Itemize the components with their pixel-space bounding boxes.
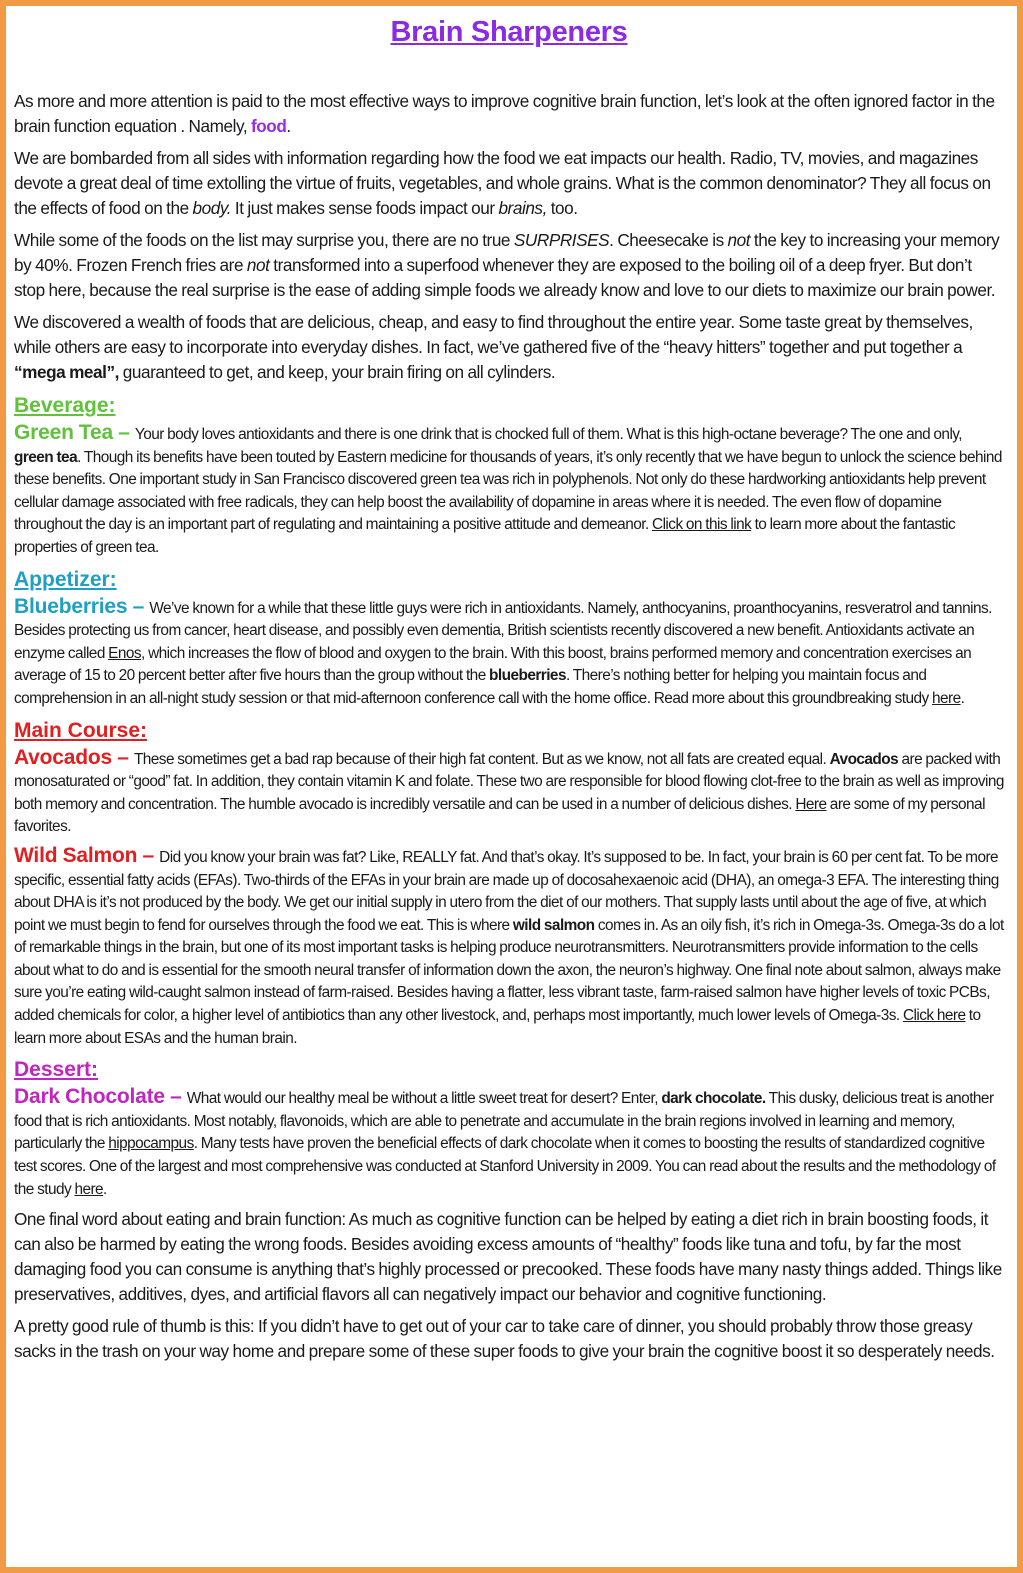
dessert-heading: Dessert: — [14, 1058, 99, 1082]
article — [14, 0, 1004, 1371]
food-highlight: food — [250, 116, 287, 136]
salmon-link[interactable]: Click here — [902, 1007, 966, 1025]
enos-link[interactable]: Enos — [108, 644, 142, 662]
blueberries-study-link[interactable]: here — [931, 689, 961, 707]
green-tea-link[interactable]: Click on this link — [652, 516, 752, 534]
page-title: Brain Sharpeners — [390, 16, 628, 48]
intro-section — [14, 89, 1004, 385]
beverage-heading: Beverage: — [14, 394, 116, 417]
chocolate-study-link[interactable]: here — [74, 1180, 104, 1198]
wild-salmon-paragraph: Wild Salmon – Did you know your brain was fat? Like, REALLY fat. And that’s okay. It’s supposed to be. In fact, your brain is 60 per cent fat. To be more specific, essential fatty acids (EFAs). Two-thirds of the EFAs in your brain are made up of docosahexaenoic acid (DHA), an omega-3 EFA. The interesting thing about DHA is it’s not produced by the body. We get our initial supply in utero from the diet of our mothers. That supply lasts until about the age of five, at which point we must begin to fend for ourselves through the food we eat. This is where wild salmon comes in. As an oily fish, it’s rich in Omega-3s. Omega-3s do a lot of remarkable things in the brain, but one of its most important tasks is helping produce neurotransmitters. Neurotransmitters provide information to the cells about what to do and is essential for the smooth neural transfer of information down the axon, the neuron’s highway. One final note about salmon, always make sure you’re eating wild-caught salmon instead of farm-raised. Besides having a flatter, less vibrant taste, farm-raised salmon have higher levels of toxic PCBs, added chemicals for color, a higher level of antibiotics than any other livestock, and, perhaps most importantly, much lower levels of Omega-3s. Click here to learn more about ESAs and the human brain. — [14, 843, 1004, 1047]
intro-paragraph-4: We discovered a wealth of foods that are delicious, cheap, and easy to find throughout the entire year. Some taste great by themselves, while others are easy to incorporate into everyday dishes. In fact, we’ve gathered five of the “heavy hitters” together and put together a “mega meal”, guaranteed to get, and keep, your brain firing on all cylinders. — [14, 312, 973, 382]
closing-paragraph-2: A pretty good rule of thumb is this: If you didn’t have to get out of your car to take care of dinner, you should probably throw those greasy sacks in the trash on your way home and prepare some of these super foods to give your brain the cognitive boost it so desperately needs. — [14, 1316, 995, 1362]
avocado-recipes-link[interactable]: Here — [795, 795, 827, 813]
dark-chocolate-lead: Dark Chocolate – — [14, 1085, 187, 1109]
appetizer-heading: Appetizer: — [14, 567, 117, 591]
avocados-lead: Avocados – — [14, 745, 134, 769]
green-tea-lead: Green Tea – — [14, 421, 135, 444]
blueberries-lead: Blueberries – — [14, 594, 150, 618]
intro-paragraph-3: While some of the foods on the list may surprise you, there are no true SURPRISES. Cheesecake is not the key to increasing your memory by 40%. Frozen French fries are not transformed into a superfood whenever they are exposed to the boiling oil of a deep fryer. But don’t stop here, because the real surprise is the ease of adding simple foods we already know and love to our diets to maximize our brain power. — [14, 230, 1000, 300]
green-tea-paragraph: Green Tea – Your body loves antioxidants and there is one drink that is chocked full of them. What is this high-octane beverage? The one and only, green tea. Though its benefits have been touted by Eastern medicine for thousands of years, it’s only recently that we have begun to unlock the science behind these benefits. One important study in San Francisco discovered green tea was rich in polyphenols. Not only do these hardworking antioxidants help prevent cellular damage associated with free radicals, they can help boost the availability of dopamine in areas where it is needed. The even flow of dopamine throughout the day is an important part of regulating and maintaining a positive attitude and demeanor. Click on this link to learn more about the fantastic properties of green tea. — [14, 421, 1002, 556]
intro-paragraph-1: As more and more attention is paid to the most effective ways to improve cognitive brain function, let’s look at the often ignored factor in the brain function equation . Namely, food. — [14, 91, 995, 136]
main-course-heading: Main Course: — [14, 718, 148, 742]
wild-salmon-lead: Wild Salmon – — [14, 843, 160, 867]
closing-paragraph-1: One final word about eating and brain function: As much as cognitive function can be helped by eating a diet rich in brain boosting foods, it can also be harmed by eating the wrong foods. Besides avoiding excess amounts of “healthy” foods like tuna and tofu, by far the most damaging food you can consume is anything that’s highly processed or precooked. These foods have many nasty things added. Things like preservatives, additives, dyes, and artificial flavors all can negatively impact our behavior and cognitive functioning. — [14, 1209, 1002, 1305]
blueberries-paragraph: Blueberries – We’ve known for a while that these little guys were rich in antioxidants. Namely, anthocyanins, proanthocyanins, resveratrol and tannins. Besides protecting us from cancer, heart disease, and possibly even dementia, British scientists recently discovered a new benefit. Antioxidants activate an enzyme called Enos, which increases the flow of blood and oxygen to the brain. With this boost, brains performed memory and concentration exercises an average of 15 to 20 percent better after five hours than the group without the blueberries. There’s nothing better for helping you maintain focus and comprehension in an all-night study session or that mid-afternoon conference call with the home office. Read more about this groundbreaking study here. — [14, 594, 992, 707]
avocados-paragraph: Avocados – These sometimes get a bad rap because of their high fat content. But as we know, not all fats are created equal. Avocados are packed with monosaturated or “good” fat. In addition, they contain vitamin K and folate. These two are responsible for blood flowing clot-free to the brain as well as improving both memory and concentration. The humble avocado is incredibly versatile and can be used in a number of delicious dishes. Here are some of my personal favorites. — [14, 745, 1004, 836]
intro-paragraph-2: We are bombarded from all sides with information regarding how the food we eat impacts our health. Radio, TV, movies, and magazines devote a great deal of time extolling the virtue of fruits, vegetables, and whole grains. What is the common denominator? They all focus on the effects of food on the body. It just makes sense foods impact our brains, too. — [14, 148, 991, 218]
dark-chocolate-paragraph: Dark Chocolate – What would our healthy meal be without a little sweet treat for desert? Enter, dark chocolate. This dusky, delicious treat is another food that is rich antioxidants. Most notably, flavonoids, which are able to penetrate and accumulate in the brain regions involved in learning and memory, particularly the hippocampus. Many tests have proven the beneficial effects of dark chocolate when it comes to boosting the results of standardized cognitive test scores. One of the largest and most comprehensive was conducted at Stanford University in 2009. You can read about the results and the methodology of the study here. — [14, 1085, 996, 1198]
hippocampus-link[interactable]: hippocampus — [108, 1135, 194, 1153]
